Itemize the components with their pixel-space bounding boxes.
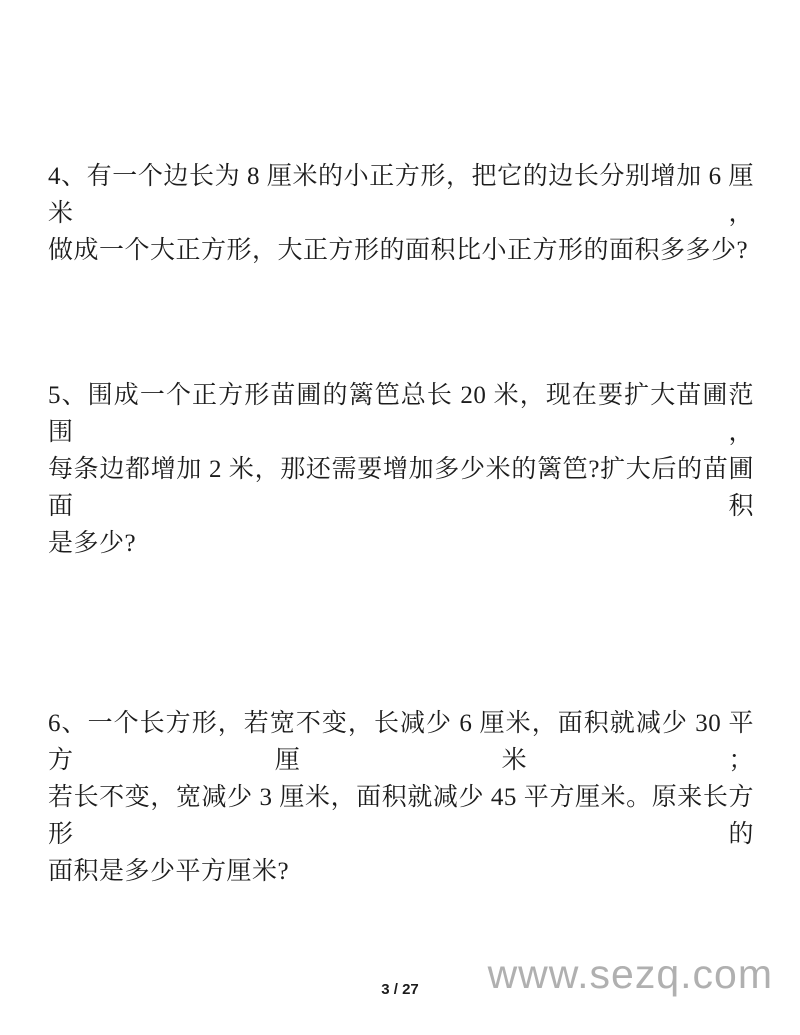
problem-4 — [48, 158, 754, 269]
problem-5 — [48, 377, 754, 562]
problem-6-line-1: 6、一个长方形，若宽不变，长减少 6 厘米，面积就减少 30 平方厘米； — [48, 710, 754, 774]
problem-4-line-1: 4、有一个边长为 8 厘米的小正方形，把它的边长分别增加 6 厘米， — [48, 163, 754, 227]
watermark: www.sezq.com — [487, 951, 773, 997]
problem-6 — [48, 705, 754, 890]
problem-6-line-3: 面积是多少平方厘米? — [48, 858, 290, 885]
page-number: 3 / 27 — [381, 981, 419, 998]
problem-6-line-2: 若长不变，宽减少 3 厘米，面积就减少 45 平方厘米。原来长方形的 — [48, 784, 754, 848]
problem-5-line-3: 是多少? — [48, 530, 137, 557]
problem-5-line-1: 5、围成一个正方形苗圃的篱笆总长 20 米，现在要扩大苗圃范围， — [48, 382, 754, 446]
problem-4-line-2: 做成一个大正方形，大正方形的面积比小正方形的面积多多少? — [48, 237, 749, 264]
problem-5-line-2: 每条边都增加 2 米，那还需要增加多少米的篱笆?扩大后的苗圃面积 — [48, 456, 754, 520]
